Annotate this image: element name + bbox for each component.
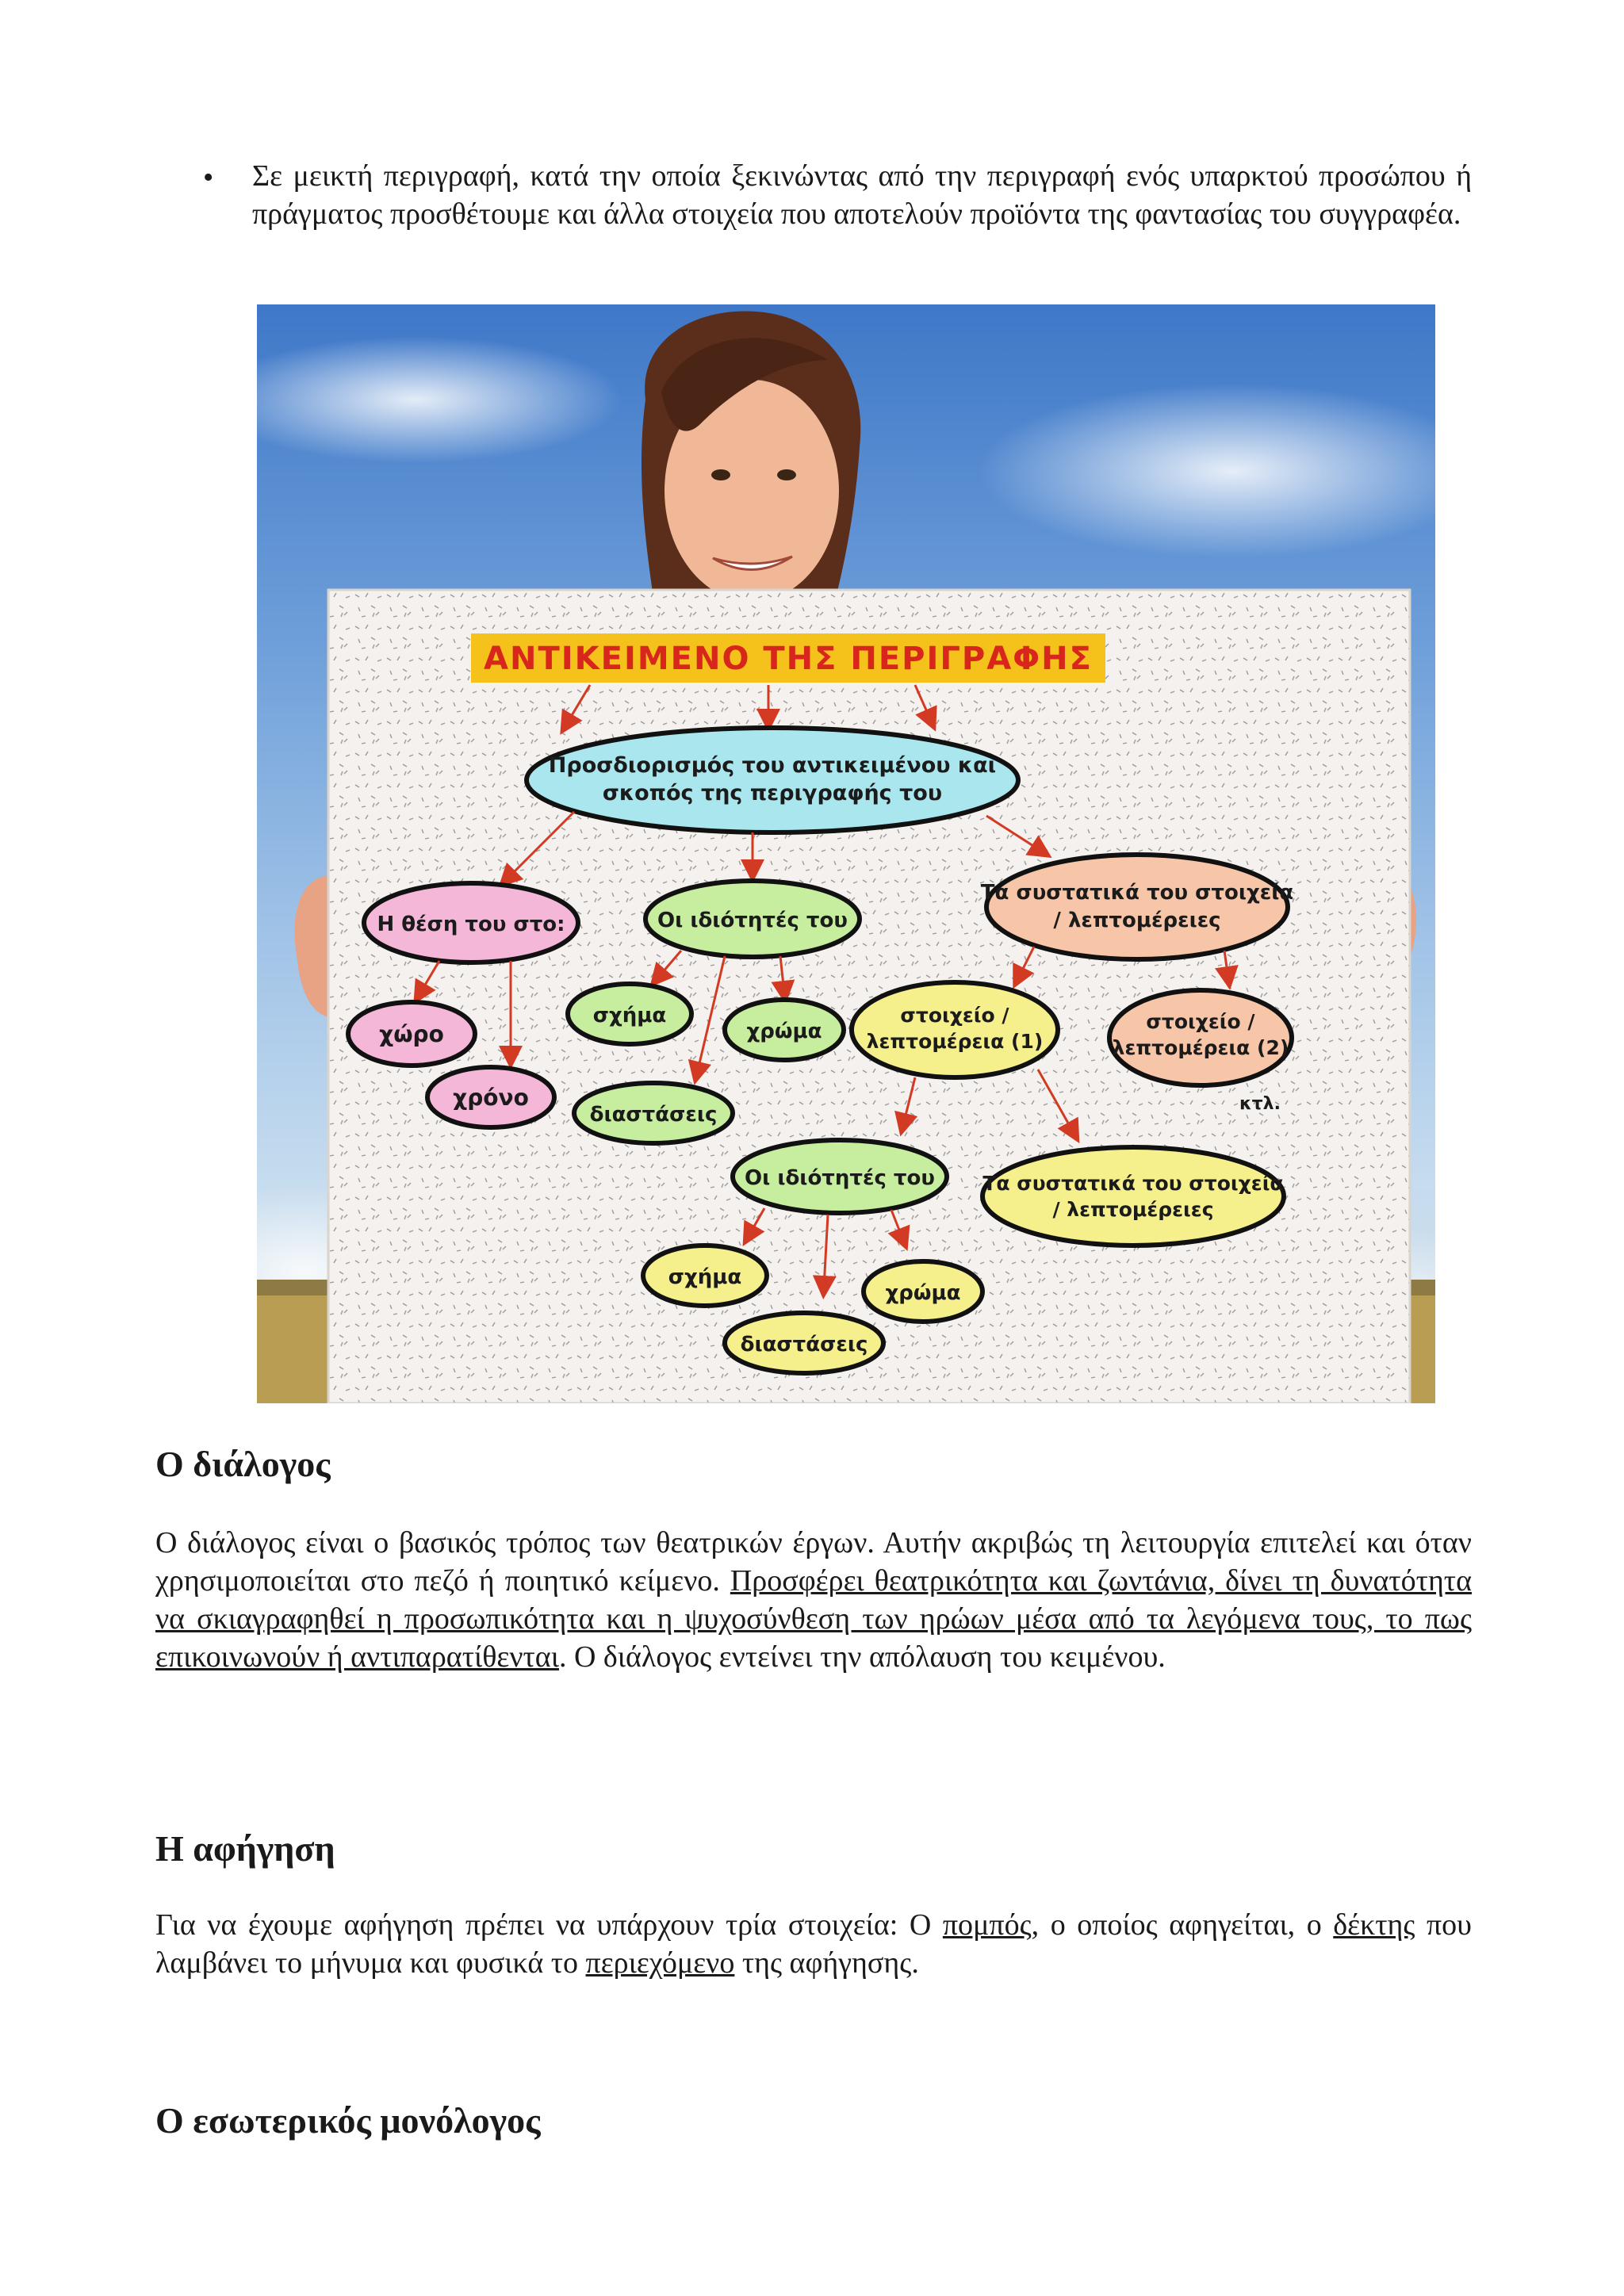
root-node-line1: Προσδιορισμός του αντικειμένου και [548, 753, 997, 778]
narration-text-4: της αφήγησης. [734, 1946, 919, 1980]
narration-text-1: Για να έχουμε αφήγηση πρέπει να υπάρχουν τρία στοιχεία: Ο [155, 1908, 943, 1942]
dialogue-heading: Ο διάλογος [155, 1444, 331, 1484]
narration-receiver: δέκτης [1333, 1908, 1415, 1942]
bullet-paragraph: Σε μεικτή περιγραφή, κατά την οποία ξεκινώντας από την περιγραφή ενός υπαρκτού προσώπου ή πράγματος προσθέτουμε και άλλα στοιχεία που αποτελούν προϊόντα της φαντασίας του συγγραφέα. [252, 159, 1472, 231]
node-components-line2: / λεπτομέρειες [1053, 909, 1221, 932]
root-node-line2: σκοπός της περιγραφής του [602, 781, 943, 806]
node-components-line1: Τα συστατικά του στοιχεία [980, 881, 1294, 905]
narration-sender: πομπός [942, 1908, 1032, 1942]
dialogue-paragraph [155, 1524, 1472, 1676]
node-detail2-line2: λεπτομέρεια (2) [1112, 1036, 1289, 1059]
narration-content: περιεχόμενο [585, 1946, 735, 1980]
bullet-marker: • [203, 161, 214, 194]
node-sub-components-line1: Τα συστατικά του στοιχεία [982, 1172, 1284, 1195]
node-properties: Οι ιδιότητές του [657, 909, 848, 932]
node-position: Η θέση του στο: [377, 913, 565, 936]
node-sub-properties: Οι ιδιότητές του [745, 1166, 935, 1190]
node-color: χρώμα [746, 1020, 822, 1043]
node-sub-shape: σχήμα [668, 1265, 742, 1289]
monologue-heading: Ο εσωτερικός μονόλογος [155, 2100, 541, 2141]
narration-paragraph [155, 1906, 1472, 1982]
node-time: χρόνο [453, 1085, 529, 1111]
dialogue-text-1: Ο διάλογος είναι ο βασικός τρόπος των θεατρικών έργων. Αυτήν ακριβώς τη λειτουργία επιτελεί και όταν χρησιμοποιείται στο πεζό ή ποιητικό κείμενο. [155, 1526, 1472, 1598]
concept-map-figure [257, 304, 1435, 1403]
narration-text-2: , ο οποίος αφηγείται, ο [1031, 1908, 1334, 1942]
node-sub-color: χρώμα [885, 1281, 961, 1305]
node-space: χώρο [379, 1021, 444, 1047]
narration-heading: Η αφήγηση [155, 1828, 335, 1869]
dialogue-underlined: Προσφέρει θεατρικότητα και ζωντάνια, δίνει τη δυνατότητα να σκιαγραφηθεί η προσωπικότητα και η ψυχοσύνθεση των ηρώων μέσα από τα λεγόμενα τους, το πως επικοινωνούν ή αντιπαρατίθενται [155, 1564, 1472, 1674]
map-title: ΑΝΤΙΚΕΙΜΕΝΟ ΤΗΣ ΠΕΡΙΓΡΑΦΗΣ [484, 641, 1093, 677]
node-detail1-line2: λεπτομέρεια (1) [866, 1030, 1044, 1053]
node-shape: σχήμα [592, 1004, 667, 1027]
node-dimensions: διαστάσεις [589, 1103, 718, 1127]
narration-text-3: που λαμβάνει το μήνυμα και φυσικά το [155, 1908, 1472, 1980]
node-detail2-line1: στοιχείο / [1146, 1010, 1255, 1033]
node-detail1-line1: στοιχείο / [900, 1004, 1009, 1027]
node-sub-components-line2: / λεπτομέρειες [1052, 1198, 1214, 1221]
etc-label: κτλ. [1239, 1094, 1281, 1114]
node-sub-dimensions: διαστάσεις [740, 1333, 868, 1357]
dialogue-text-2: . Ο διάλογος εντείνει την απόλαυση του κειμένου. [558, 1640, 1166, 1674]
